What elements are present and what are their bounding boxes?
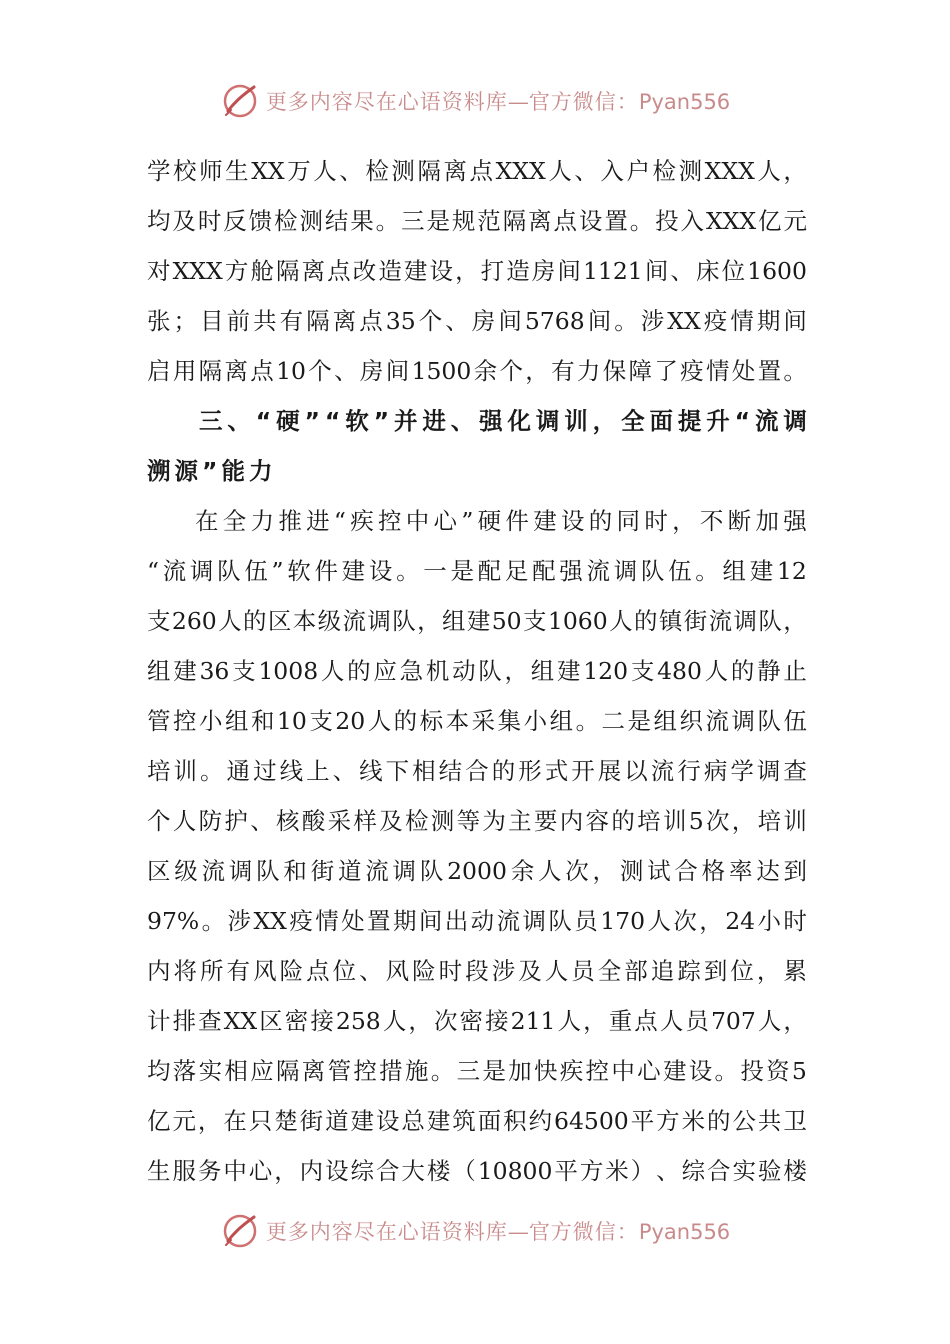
watermark-text — [266, 1216, 730, 1246]
text-line: 启 用 隔 离 点 10 个 、 房 间 1500 余 个 ， 有 力 保 障 了 疫 情 处 置 。 — [147, 357, 807, 385]
text-line: 计 排 查 XX 区 密 接 258 人 ， 次 密 接 211 人 ， 重 点 人 员 707 人 ， — [147, 1007, 807, 1035]
section-heading: 三 、 “ 硬 ” “ 软 ” 并 进 、 强 化 调 训 ， 全 面 提 升 “ 流 调 — [199, 407, 807, 435]
pen-logo-icon — [220, 1211, 260, 1251]
text-line: 张 ； 目 前 共 有 隔 离 点 35 个 、 房 间 5768 间 。 涉 XX 疫 情 期 间 — [147, 307, 807, 335]
document-body — [147, 146, 807, 1196]
text-line: 区 级 流 调 队 和 街 道 流 调 队 2000 余 人 次 ， 测 试 合 格 率 达 到 — [147, 857, 807, 885]
text-line: 个 人 防 护 、 核 酸 采 样 及 检 测 等 为 主 要 内 容 的 培 训 5 次 ， 培 训 — [147, 807, 807, 835]
section-heading-cont: 溯 源 ” 能 力 — [147, 457, 277, 485]
watermark-site: 更多内容尽在心语资料库 — [265, 90, 508, 114]
text-line: 支 260 人 的 区 本 级 流 调 队 ， 组 建 50 支 1060 人 的 镇 街 流 调 队 ， — [147, 607, 807, 635]
watermark-wechat: Pyan556 — [638, 1220, 731, 1244]
text-line: 亿 元 ， 在 只 楚 街 道 建 设 总 建 筑 面 积 约 64500 平 方 米 的 公 共 卫 — [147, 1107, 807, 1135]
watermark-separator: — — [507, 90, 529, 114]
text-line: 97% 。 涉 XX 疫 情 处 置 期 间 出 动 流 调 队 员 170 人 次 ， 24 小 时 — [147, 907, 807, 935]
text-line: 内 将 所 有 风 险 点 位 、 风 险 时 段 涉 及 人 员 全 部 追 踪 到 位 ， 累 — [147, 957, 807, 985]
watermark-footer — [0, 1206, 950, 1256]
text-line: 管 控 小 组 和 10 支 20 人 的 标 本 采 集 小 组 。 二 是 组 织 流 调 队 伍 — [147, 707, 807, 735]
watermark-text — [266, 86, 730, 116]
text-line: “ 流 调 队 伍 ” 软 件 建 设 。 一 是 配 足 配 强 流 调 队 伍 。 组 建 12 — [147, 557, 807, 585]
text-line: 组 建 36 支 1008 人 的 应 急 机 动 队 ， 组 建 120 支 480 人 的 静 止 — [147, 657, 807, 685]
text-line: 培 训 。 通 过 线 上 、 线 下 相 结 合 的 形 式 开 展 以 流 行 病 学 调 查 — [147, 757, 807, 785]
watermark-site: 更多内容尽在心语资料库 — [265, 1220, 508, 1244]
text-line: 学 校 师 生 XX 万 人 、 检 测 隔 离 点 XXX 人 、 入 户 检 测 XXX 人 ， — [147, 157, 807, 185]
text-line: 对 XXX 方 舱 隔 离 点 改 造 建 设 ， 打 造 房 间 1121 间 、 床 位 1600 — [147, 257, 807, 285]
text-line: 生 服 务 中 心 ， 内 设 综 合 大 楼 （ 10800 平 方 米 ） 、 综 合 实 验 楼 — [147, 1157, 807, 1185]
watermark-header — [0, 76, 950, 126]
watermark-label: 官方微信： — [528, 90, 639, 114]
text-line: 均 落 实 相 应 隔 离 管 控 措 施 。 三 是 加 快 疾 控 中 心 建 设 。 投 资 5 — [147, 1057, 807, 1085]
text-line: 均 及 时 反 馈 检 测 结 果 。 三 是 规 范 隔 离 点 设 置 。 投 入 XXX 亿 元 — [147, 207, 807, 235]
watermark-separator: — — [507, 1220, 529, 1244]
pen-logo-icon — [220, 81, 260, 121]
text-line: 在 全 力 推 进 “ 疾 控 中 心 ” 硬 件 建 设 的 同 时 ， 不 断 加 强 — [195, 507, 807, 535]
watermark-label: 官方微信： — [528, 1220, 639, 1244]
watermark-wechat: Pyan556 — [638, 90, 731, 114]
